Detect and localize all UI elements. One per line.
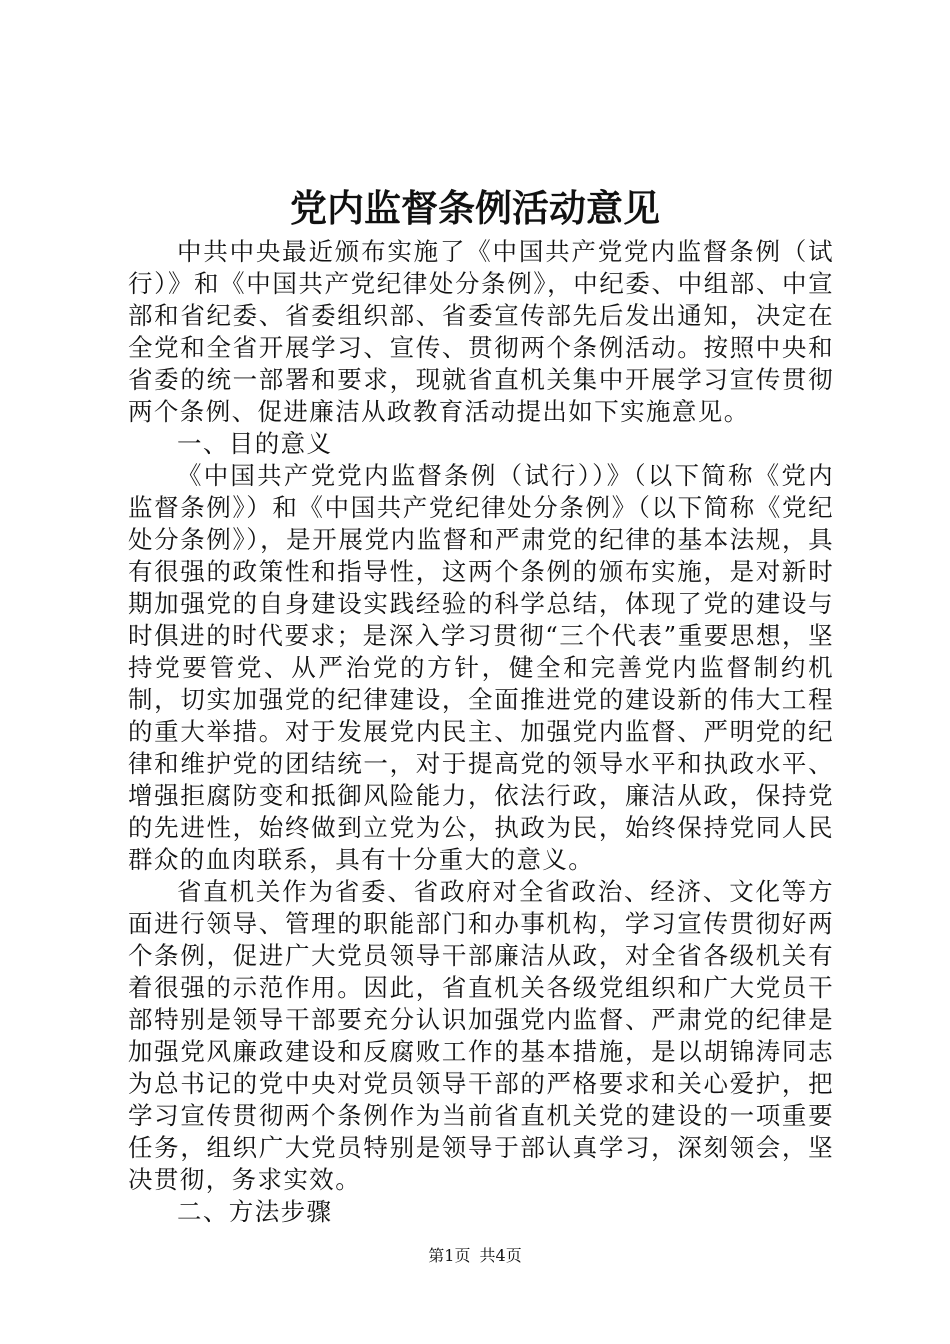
paragraph-intro: 中共中央最近颁布实施了《中国共产党党内监督条例（试行）》和《中国共产党纪律处分条例》，中纪委、中组部、中宣部和省纪委、省委组织部、省委宣传部先后发出通知，决定在全党和全省开展学习、宣传、贯彻两个条例活动。按照中央和省委的统一部署和要求，现就省直机关集中开展学习宣传贯彻两个条例、促进廉洁从政教育活动提出如下实施意见。 <box>128 237 834 426</box>
page-footer <box>0 1245 950 1267</box>
page-title: 党内监督条例活动意见 <box>290 186 660 230</box>
section-heading-methods: 二、方法步骤 <box>177 1197 333 1226</box>
page-total: 共4页 <box>479 1246 522 1265</box>
paragraph-provincial-organs: 省直机关作为省委、省政府对全省政治、经济、文化等方面进行领导、管理的职能部门和办事机构，学习宣传贯彻好两个条例，促进广大党员领导干部廉洁从政，对全省各级机关有着很强的示范作用。因此，省直机关各级党组织和广大党员干部特别是领导干部要充分认识加强党内监督、严肃党的纪律是加强党风廉政建设和反腐败工作的基本措施，是以胡锦涛同志为总书记的党中央对党员领导干部的严格要求和关心爱护，把学习宣传贯彻两个条例作为当前省直机关党的建设的一项重要任务，组织广大党员特别是领导于部认真学习，深刻领会，坚决贯彻，务求实效。 <box>128 877 834 1194</box>
section-heading-purpose: 一、目的意义 <box>177 429 333 458</box>
page-number: 第1页 <box>428 1246 471 1265</box>
paragraph-purpose: 《中国共产党党内监督条例（试行））》（以下简称《党内监督条例》）和《中国共产党纪律处分条例》（以下简称《党纪处分条例》），是开展党内监督和严肃党的纪律的基本法规，具有很强的政策性和指导性，这两个条例的颁布实施，是对新时期加强党的自身建设实践经验的科学总结，体现了党的建设与时俱进的时代要求；是深入学习贯彻“三个代表”重要思想，坚持党要管党、从严治党的方针，健全和完善党内监督制约机制，切实加强党的纪律建设，全面推进党的建设新的伟大工程的重大举措。对于发展党内民主、加强党内监督、严明党的纪律和维护党的团结统一，对于提高党的领导水平和执政水平、增强拒腐防变和抵御风险能力，依法行政，廉洁从政，保持党的先进性，始终做到立党为公，执政为民，始终保持党同人民群众的血肉联系，具有十分重大的意义。 <box>128 461 834 874</box>
document-body <box>128 236 834 1228</box>
